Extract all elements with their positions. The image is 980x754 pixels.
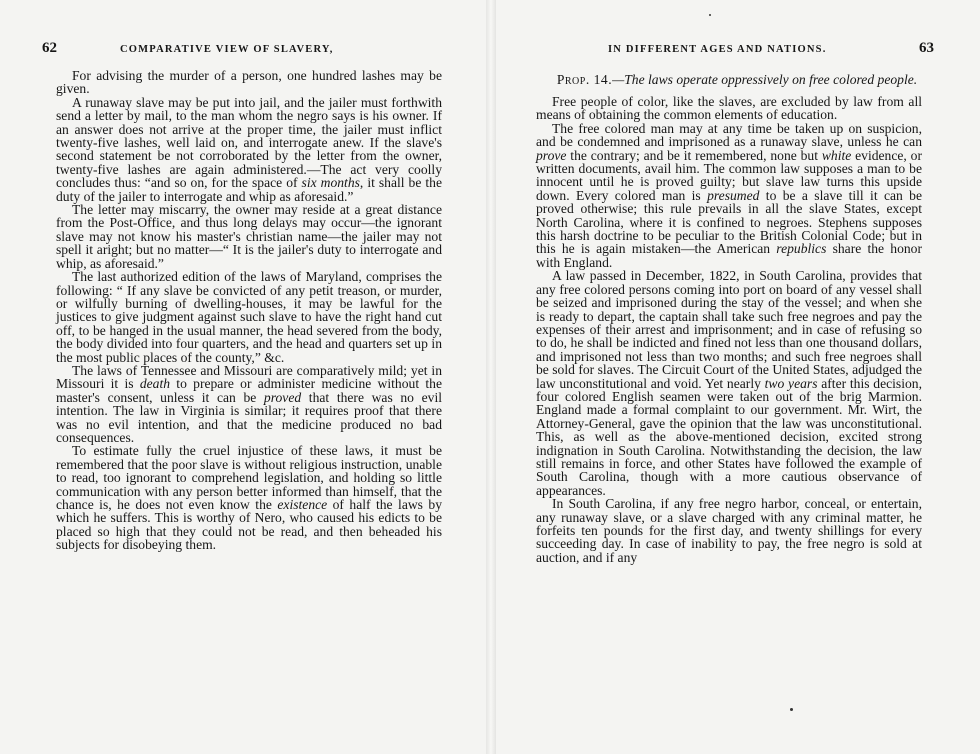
text-run: after this decision, four colored English seamen were taken out of the brig Marmion. England made a formal complaint to our government. Mr. Wirt, the Attorney-General, gave the opinion that the law was unconstitutional. This, as well as the above-mentioned decision, excited strong indignation in South Carolina. Notwithstanding the decision, the law still remains in force, and other States have followed the example of South Carolina, though with a more cautious observance of appearances. [536, 375, 922, 498]
text-run: To estimate fully the cruel injustice of these laws, it must be remembered that the poor slave is without religious instruction, unable to read, too ignorant to comprehend legislation, and holding so little communication with any person better informed than himself, that the chance is, he does not even know the [56, 443, 442, 512]
body-paragraph [56, 444, 442, 551]
body-paragraph [56, 96, 442, 203]
text-run: of half the laws by which he suffers. This is worthy of Nero, who caused his edicts to be placed so high that they could not be read, and then beheaded his subjects for disobeying them. [56, 497, 442, 553]
text-run: share the honor with England. [536, 241, 922, 270]
left-page-number: 62 [42, 40, 57, 56]
text-run: For advising the murder of a person, one hundred lashes may be given. [56, 68, 442, 97]
italic-text: presumed [707, 187, 760, 203]
italic-text: existence [277, 497, 328, 512]
right-page [490, 0, 980, 754]
right-page-header [608, 40, 934, 62]
text-run: to be a slave till it can be proved otherwise; this rule prevails in all the slave States, except North Carolina, where it is confined to negroes. Stephens supposes this harsh doctrine to be peculiar to the British Colonial Code; but in this he is again mistaken—the American [536, 187, 922, 257]
text-run: The last authorized edition of the laws of Maryland, comprises the following: “ If any slave be convicted of any petit treason, or murder, or wilfully burning of dwelling-houses, it may be lawful for the justices to give judgment against such slave to have the right hand cut off, to be hanged in the usual manner, the head severed from the body, the body divided into four quarters, and the head and quarters set up in the most public places of the county,” &c. [56, 269, 442, 365]
right-page-body [536, 73, 922, 564]
text-run: The letter may miscarry, the owner may reside at a great distance from the Post-Office, and thus long delays may occur—the ignorant slave may not know his master's christian name—the jailer may not spell it aright; but no matter—“ It is the jailer's duty to interrogate and whip, as aforesaid.” [56, 202, 442, 271]
text-run: In South Carolina, if any free negro harbor, conceal, or entertain, any runaway slave, or a slave charged with any criminal matter, he forfeits ten pounds for the first day, and twenty shillings for every succeeding day. In case of inability to pay, the free negro is sold at auction, and if any [536, 496, 922, 565]
italic-text: prove [536, 147, 567, 163]
ink-speck [709, 14, 711, 16]
body-paragraph [536, 497, 922, 564]
left-page-body [56, 69, 442, 552]
proposition-heading [536, 73, 922, 87]
italic-text: republics [776, 241, 827, 257]
italic-text: two years [764, 375, 818, 391]
body-paragraph [56, 270, 442, 364]
text-run: The free colored man may at any time be taken up on suspicion, and be condemned and imprisoned as a runaway slave, unless he can [536, 120, 922, 150]
body-paragraph [536, 269, 922, 497]
text-run: the contrary; and be it remembered, none but [566, 147, 822, 163]
text-run: evidence, or written documents, avail him. The common law supposes a man to be innocent until he is proved guilty; but slave law turns this upside down. Every colored man is [536, 147, 922, 203]
left-page-header [42, 40, 442, 62]
text-run: Free people of color, like the slaves, are excluded by law from all means of obtaining the common elements of education. [536, 94, 922, 123]
body-paragraph [56, 203, 442, 270]
text-run: A law passed in December, 1822, in South Carolina, provides that any free colored persons coming into port on board of any vessel shall be seized and imprisoned during the stay of the vessel; and when she is ready to depart, the captain shall take such free negroes and pay the expenses of their arrest and imprisonment; and in case of refusing so to do, he shall be indicted and fined not less than one thousand dollars, and imprisoned not less than two months; and such free negroes shall be sold for slaves. The Circuit Court of the United States, adjudged the law unconstitutional and void. Yet nearly [536, 268, 922, 391]
text-run: The laws of Tennessee and Missouri are comparatively mild; yet in Missouri it is [56, 362, 442, 392]
body-paragraph [536, 122, 922, 269]
italic-text: death [139, 376, 171, 392]
text-run: A runaway slave may be put into jail, and the jailer must forthwith send a letter by mail, to the man whom the negro says is his owner. If an answer does not arrive at the proper time, the jailer must inflict twenty-five lashes, well laid on, and interrogate anew. If the slave's second statement be not corroborated by the letter from the owner, twenty-five lashes are again administered.—The act very coolly concludes thus: “and so on, for the space of [56, 94, 442, 191]
text-run: to prepare or administer medicine without the master's consent, unless it can be [56, 376, 442, 405]
body-paragraph [56, 364, 442, 444]
right-page-number: 63 [919, 40, 934, 56]
italic-text: proved [263, 389, 302, 405]
proposition-label: Prop. 14. [556, 72, 613, 87]
proposition-title: —The laws operate oppressively on free colored people. [612, 72, 918, 87]
right-running-head: IN DIFFERENT AGES AND NATIONS. [608, 44, 827, 55]
body-paragraph [536, 95, 922, 122]
italic-text: six months [301, 175, 360, 191]
left-running-head: COMPARATIVE VIEW OF SLAVERY, [120, 44, 334, 55]
text-run: that there was no evil intention. The law in Virginia is similar; it requires proof that there was no evil intention, and that the medicine produced no bad consequences. [56, 389, 442, 445]
text-run: , it shall be the duty of the jailer to interrogate and whip as aforesaid.” [56, 175, 442, 204]
ink-speck [790, 708, 793, 711]
body-paragraph [56, 69, 442, 96]
italic-text: white [821, 147, 852, 163]
